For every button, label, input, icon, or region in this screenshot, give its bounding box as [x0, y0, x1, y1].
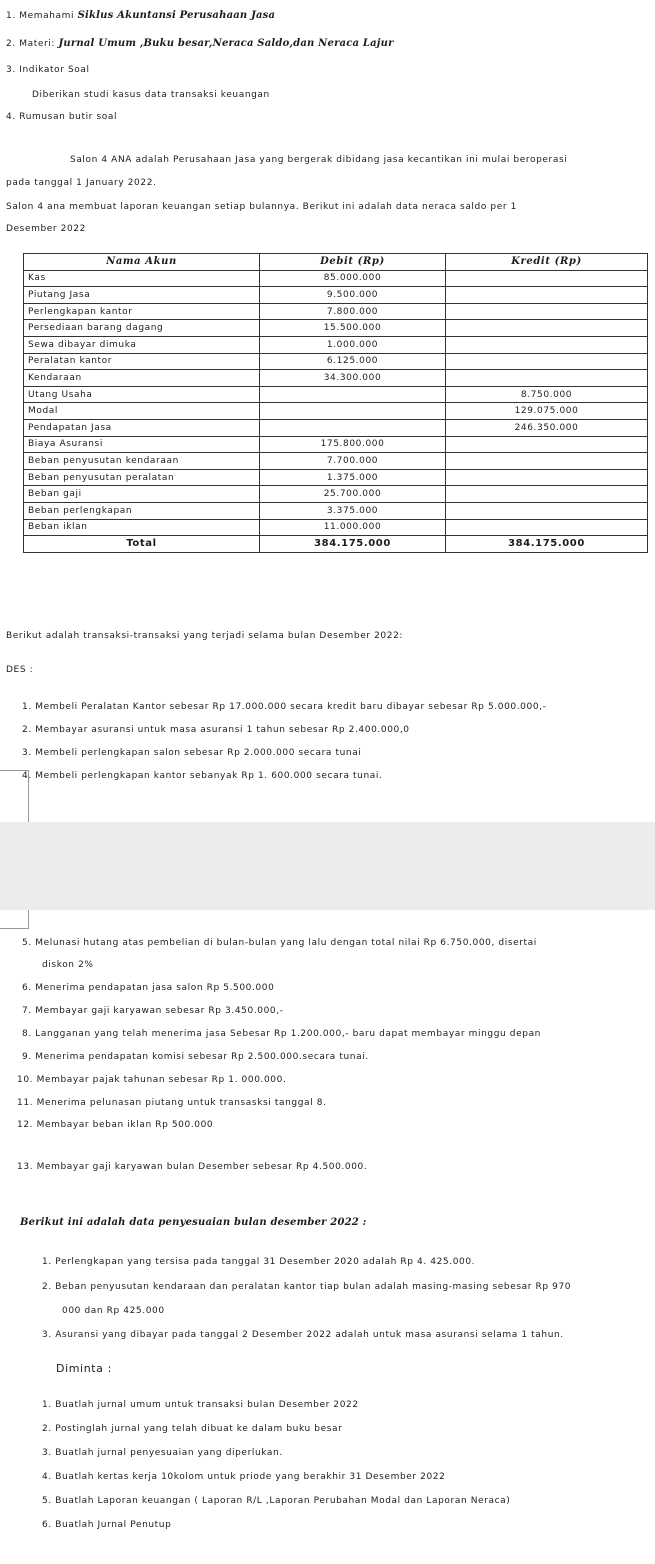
table-header-row	[24, 254, 648, 271]
credit-value	[446, 287, 648, 304]
table-row	[24, 320, 648, 337]
account-name: Kas	[24, 270, 260, 287]
transaction-item: 7. Membayar gaji karyawan sebesar Rp 3.450.000,-	[22, 1006, 284, 1016]
requirement-item: 2. Postinglah jurnal yang telah dibuat ke dalam buku besar	[42, 1424, 343, 1434]
transaction-item: 1. Membeli Peralatan Kantor sebesar Rp 17.000.000 secara kredit baru dibayar sebesar Rp 5.000.000,-	[22, 702, 547, 712]
credit-value	[446, 486, 648, 503]
debit-value: 1.375.000	[260, 469, 446, 486]
trial-balance-table	[23, 253, 648, 553]
requirement-item: 6. Buatlah Jurnal Penutup	[42, 1520, 172, 1530]
table-row	[24, 270, 648, 287]
heading-1-title: Siklus Akuntansi Perusahaan Jasa	[77, 10, 276, 21]
debit-value: 175.800.000	[260, 436, 446, 453]
page-corner-marker	[0, 770, 29, 827]
page-corner-marker	[0, 910, 29, 929]
col-header-debit: Debit (Rp)	[260, 254, 446, 271]
transaction-item: 4. Membeli perlengkapan kantor sebanyak Rp 1. 600.000 secara tunai.	[22, 771, 383, 781]
heading-line-4: Diberikan studi kasus data transaksi keuangan	[32, 90, 270, 100]
debit-value: 6.125.000	[260, 353, 446, 370]
account-name: Beban penyusutan peralatan	[24, 469, 260, 486]
requirement-item: 3. Buatlah jurnal penyesuaian yang diperlukan.	[42, 1448, 283, 1458]
table-row	[24, 287, 648, 304]
account-name: Beban penyusutan kendaraan	[24, 453, 260, 470]
col-header-account: Nama Akun	[24, 254, 260, 271]
debit-value: 9.500.000	[260, 287, 446, 304]
intro-line-4: Desember 2022	[6, 224, 86, 234]
debit-value: 85.000.000	[260, 270, 446, 287]
transaction-item-continued: diskon 2%	[42, 960, 94, 970]
account-name: Modal	[24, 403, 260, 420]
col-header-credit: Kredit (Rp)	[446, 254, 648, 271]
heading-line-2	[6, 38, 394, 49]
credit-value: 8.750.000	[446, 386, 648, 403]
transaction-item: 12. Membayar beban iklan Rp 500.000	[17, 1120, 214, 1130]
total-credit: 384.175.000	[446, 536, 648, 553]
transaction-item: 6. Menerima pendapatan jasa salon Rp 5.500.000	[22, 983, 275, 993]
debit-value	[260, 419, 446, 436]
credit-value	[446, 453, 648, 470]
account-name: Pendapatan Jasa	[24, 419, 260, 436]
table-row	[24, 502, 648, 519]
page-break	[0, 822, 655, 910]
heading-line-3: 3. Indikator Soal	[6, 65, 90, 75]
debit-value: 7.700.000	[260, 453, 446, 470]
debit-value	[260, 386, 446, 403]
table-row	[24, 419, 648, 436]
transactions-intro: Berikut adalah transaksi-transaksi yang terjadi selama bulan Desember 2022:	[6, 631, 404, 641]
credit-value	[446, 336, 648, 353]
credit-value	[446, 303, 648, 320]
credit-value	[446, 270, 648, 287]
requirement-item: 5. Buatlah Laporan keuangan ( Laporan R/L ,Laporan Perubahan Modal dan Laporan Neraca)	[42, 1496, 511, 1506]
transactions-month: DES :	[6, 665, 34, 675]
transaction-item: 9. Menerima pendapatan komisi sebesar Rp 2.500.000.secara tunai.	[22, 1052, 369, 1062]
table-row	[24, 403, 648, 420]
transaction-item: 8. Langganan yang telah menerima jasa Sebesar Rp 1.200.000,- baru dapat membayar minggu depan	[22, 1029, 541, 1039]
table-row	[24, 386, 648, 403]
heading-line-5: 4. Rumusan butir soal	[6, 112, 118, 122]
debit-value: 7.800.000	[260, 303, 446, 320]
transaction-item: 11. Menerima pelunasan piutang untuk transasksi tanggal 8.	[17, 1098, 327, 1108]
debit-value: 15.500.000	[260, 320, 446, 337]
credit-value	[446, 353, 648, 370]
table-row	[24, 336, 648, 353]
heading-line-1	[6, 10, 275, 21]
table-row	[24, 519, 648, 536]
table-row	[24, 469, 648, 486]
credit-value	[446, 469, 648, 486]
requirement-item: 4. Buatlah kertas kerja 10kolom untuk priode yang berakhir 31 Desember 2022	[42, 1472, 446, 1482]
account-name: Beban perlengkapan	[24, 502, 260, 519]
credit-value: 246.350.000	[446, 419, 648, 436]
credit-value	[446, 502, 648, 519]
heading-2-title: Jurnal Umum ,Buku besar,Neraca Saldo,dan Neraca Lajur	[58, 38, 394, 49]
account-name: Sewa dibayar dimuka	[24, 336, 260, 353]
adjustment-item: 3. Asuransi yang dibayar pada tanggal 2 Desember 2022 adalah untuk masa asuransi selama 1 tahun.	[42, 1330, 564, 1340]
account-name: Biaya Asuransi	[24, 436, 260, 453]
intro-line-2: pada tanggal 1 January 2022.	[6, 178, 157, 188]
table-row	[24, 370, 648, 387]
debit-value: 11.000.000	[260, 519, 446, 536]
debit-value: 25.700.000	[260, 486, 446, 503]
transaction-item: 3. Membeli perlengkapan salon sebesar Rp 2.000.000 secara tunai	[22, 748, 362, 758]
table-row	[24, 303, 648, 320]
requirement-item: 1. Buatlah jurnal umum untuk transaksi bulan Desember 2022	[42, 1400, 359, 1410]
credit-value	[446, 320, 648, 337]
intro-line-1: Salon 4 ANA adalah Perusahaan Jasa yang bergerak dibidang jasa kecantikan ini mulai beroperasi	[70, 155, 568, 165]
debit-value: 34.300.000	[260, 370, 446, 387]
credit-value	[446, 370, 648, 387]
credit-value	[446, 436, 648, 453]
credit-value	[446, 519, 648, 536]
account-name: Persediaan barang dagang	[24, 320, 260, 337]
debit-value: 3.375.000	[260, 502, 446, 519]
debit-value: 1.000.000	[260, 336, 446, 353]
heading-1-prefix: 1. Memahami	[6, 11, 78, 21]
account-name: Beban iklan	[24, 519, 260, 536]
requirements-title: Diminta :	[56, 1362, 112, 1375]
intro-line-3: Salon 4 ana membuat laporan keuangan setiap bulannya. Berikut ini adalah data neraca saldo per 1	[6, 202, 517, 212]
adjustment-item: 1. Perlengkapan yang tersisa pada tanggal 31 Desember 2020 adalah Rp 4. 425.000.	[42, 1257, 476, 1267]
total-label: Total	[24, 536, 260, 553]
heading-2-prefix: 2. Materi:	[6, 39, 59, 49]
transaction-item: 10. Membayar pajak tahunan sebesar Rp 1. 000.000.	[17, 1075, 287, 1085]
adjustment-item-continued: 000 dan Rp 425.000	[62, 1306, 165, 1316]
transaction-item: 13. Membayar gaji karyawan bulan Desember sebesar Rp 4.500.000.	[17, 1162, 368, 1172]
account-name: Kendaraan	[24, 370, 260, 387]
adjustment-item: 2. Beban penyusutan kendaraan dan peralatan kantor tiap bulan adalah masing-masing sebesar Rp 970	[42, 1282, 572, 1292]
account-name: Peralatan kantor	[24, 353, 260, 370]
table-total-row	[24, 536, 648, 553]
transaction-item: 2. Membayar asuransi untuk masa asuransi 1 tahun sebesar Rp 2.400.000,0	[22, 725, 410, 735]
transaction-item: 5. Melunasi hutang atas pembelian di bulan-bulan yang lalu dengan total nilai Rp 6.750.000, disertai	[22, 938, 537, 948]
account-name: Piutang Jasa	[24, 287, 260, 304]
account-name: Perlengkapan kantor	[24, 303, 260, 320]
table-row	[24, 486, 648, 503]
table-row	[24, 353, 648, 370]
debit-value	[260, 403, 446, 420]
credit-value: 129.075.000	[446, 403, 648, 420]
adjustments-title: Berikut ini adalah data penyesuaian bulan desember 2022 :	[20, 1217, 367, 1228]
account-name: Utang Usaha	[24, 386, 260, 403]
total-debit: 384.175.000	[260, 536, 446, 553]
table-row	[24, 436, 648, 453]
table-row	[24, 453, 648, 470]
account-name: Beban gaji	[24, 486, 260, 503]
